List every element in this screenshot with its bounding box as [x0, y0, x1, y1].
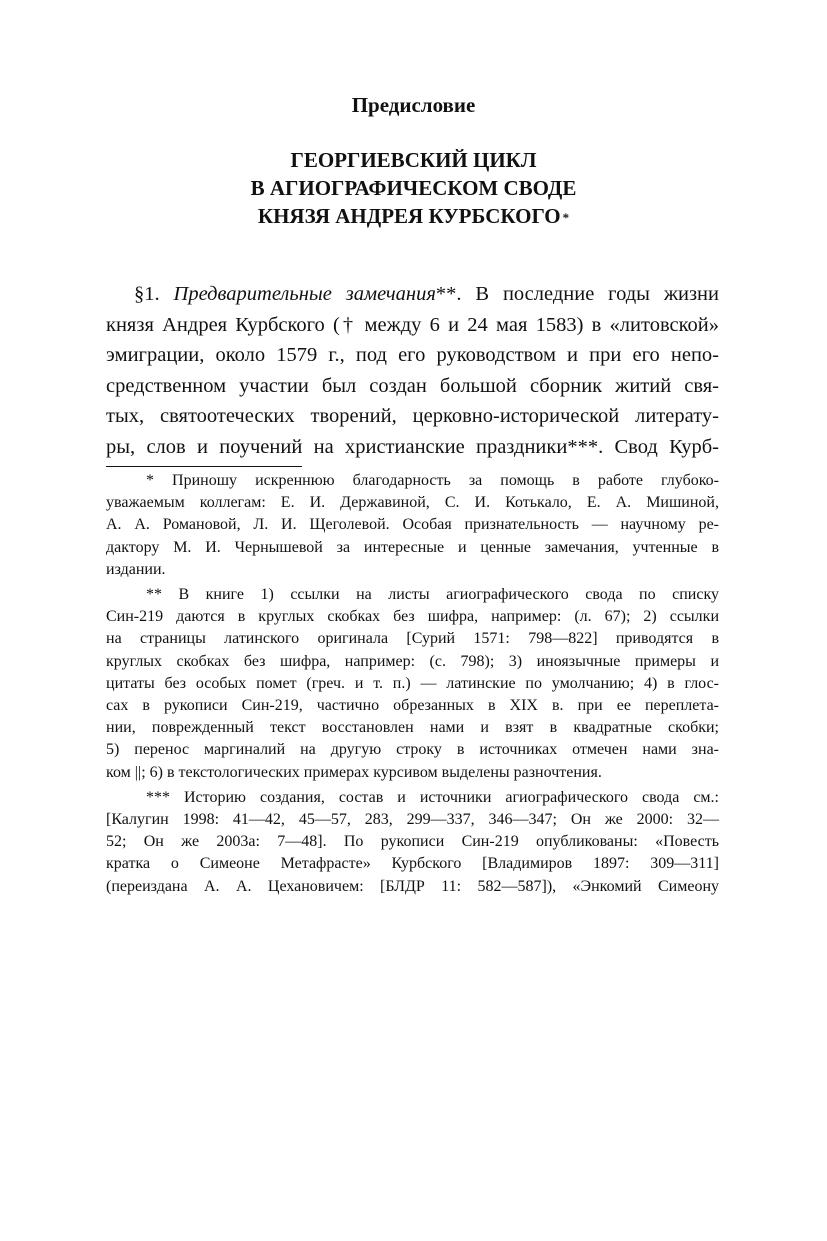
footnote-line: на страницы латинского оригинала [Сурий 1571: 798—822] приводятся в: [106, 630, 719, 648]
footnotes: [106, 470, 719, 898]
footnote-line: сах в рукописи Син-219, частично обрезанных в XIX в. при ее переплета-: [106, 697, 719, 715]
footnote-line: Син-219 даются в круглых скобках без шифра, например: (л. 67); 2) ссылки: [106, 608, 719, 626]
section-label: Предисловие: [351, 93, 476, 117]
body-line: ры, слов и поучений на христианские праздники***. Свод Курб-: [106, 435, 719, 458]
footnote-line: уважаемым коллегам: Е. И. Державиной, С. И. Котькало, Е. А. Мишиной,: [106, 494, 719, 512]
title-line: [0, 202, 827, 230]
chapter-title: [0, 146, 827, 230]
section-number: §1.: [134, 283, 174, 305]
footnote-separator: [106, 466, 302, 467]
title-line: В АГИОГРАФИЧЕСКОМ СВОДЕ: [250, 176, 577, 200]
footnote-line: * Приношу искреннюю благодарность за помощь в работе глубоко-: [146, 472, 719, 489]
footnote-line: круглых скобках без шифра, например: (с. 798); 3) иноязычные примеры и: [106, 652, 719, 670]
footnote-1: [106, 470, 719, 581]
footnote-line: нии, поврежденный текст восстановлен нами и взят в квадратные скобки;: [106, 719, 719, 737]
footnote-line: ком ||; 6) в текстологических примерах курсивом выделены разночтения.: [106, 763, 602, 781]
footnote-2: [106, 584, 719, 784]
heading-footnote-mark: **: [435, 283, 457, 305]
body-line: эмиграции, около 1579 г., под его руководством и при его непо-: [106, 344, 719, 366]
footnote-line: издании.: [106, 560, 166, 578]
footnote-line: [Калугин 1998: 41—42, 45—57, 283, 299—337, 346—347; Он же 2000: 32—: [106, 811, 719, 829]
footnote-line: кратка о Симеоне Метафрасте» Курбского [Владимиров 1897: 309—311]: [106, 855, 719, 873]
footnote-3: [106, 787, 719, 898]
footnote-line: *** Историю создания, состав и источники агиографического свода см.:: [146, 788, 719, 806]
body-line: [106, 279, 719, 310]
footnote-line: ** В книге 1) ссылки на листы агиографического свода по списку: [146, 586, 719, 604]
body-line: князя Андрея Курбского († между 6 и 24 мая 1583) в «литовской»: [106, 313, 719, 336]
footnote-line: 52; Он же 2003а: 7—48]. По рукописи Син-219 опубликованы: «Повесть: [106, 833, 719, 851]
body-line: средственном участии был создан большой сборник житий свя-: [106, 374, 719, 397]
body-line-rest: . В последние годы жизни: [456, 283, 719, 305]
title-line-text: КНЯЗЯ АНДРЕЯ КУРБСКОГО: [257, 204, 561, 228]
body-paragraph: [106, 279, 719, 462]
title-line: ГЕОРГИЕВСКИЙ ЦИКЛ: [290, 148, 537, 172]
title-footnote-mark: *: [562, 210, 570, 225]
footnote-line: цитаты без особых помет (греч. и т. п.) — латинские по умолчанию; 4) в глос-: [106, 674, 719, 692]
section-heading: Предварительные замечания: [173, 283, 436, 305]
footnote-line: (переиздана А. А. Цехановичем: [БЛДР 11: 582—587]), «Энкомий Симеону: [106, 877, 719, 895]
footnote-line: дактору М. И. Чернышевой за интересные и ценные замечания, учтенные в: [106, 538, 719, 556]
body-line: тых, святоотеческих творений, церковно-исторической литерату-: [106, 405, 719, 427]
footnote-line: 5) перенос маргиналий на другую строку в источниках отмечен нами зна-: [106, 741, 719, 759]
footnote-line: А. А. Романовой, Л. И. Щеголевой. Особая признательность — научному ре-: [106, 516, 719, 534]
